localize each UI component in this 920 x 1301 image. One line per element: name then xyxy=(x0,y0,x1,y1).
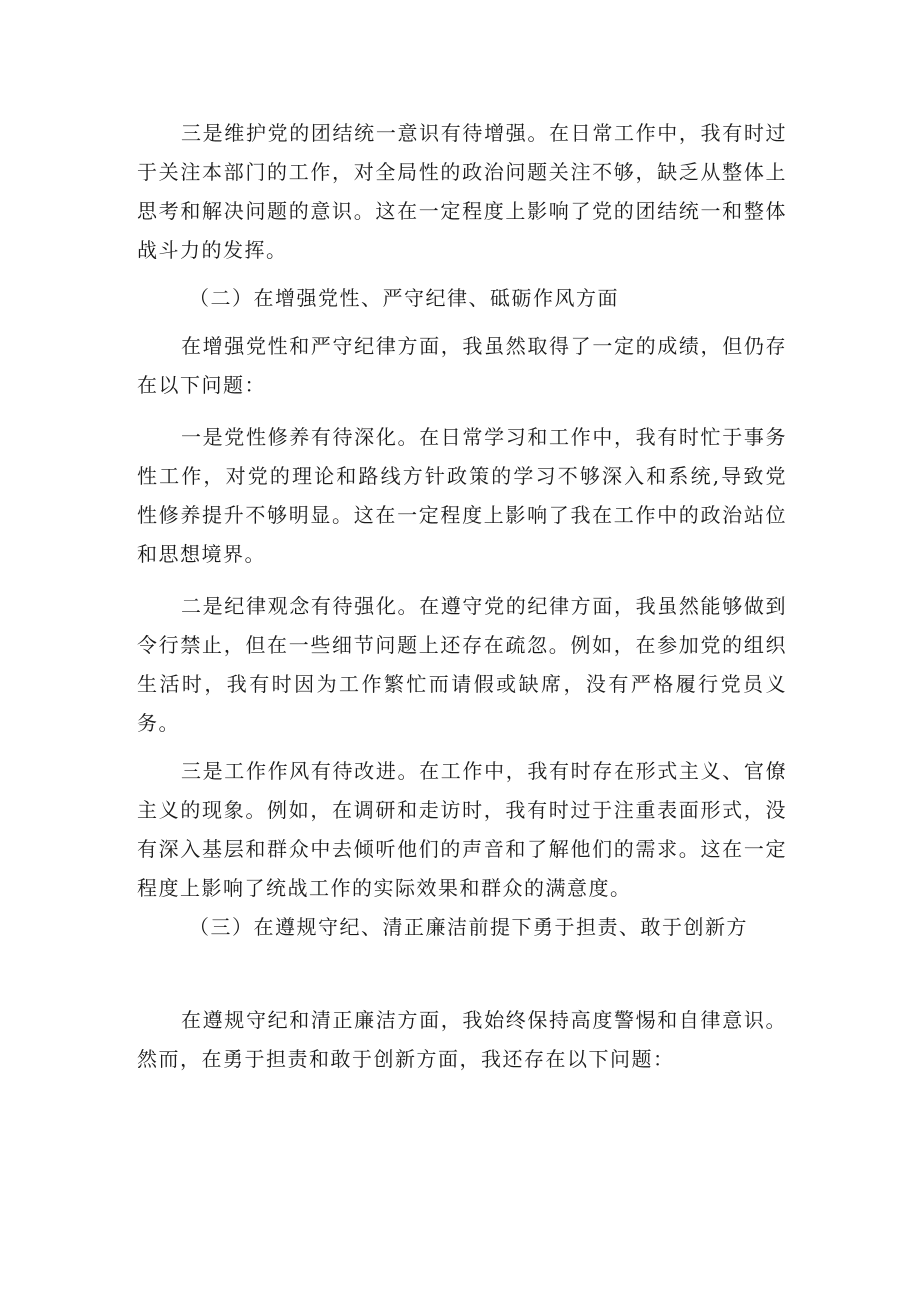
paragraph-work-style: 三是工作作风有待改进。在工作中，我有时存在形式主义、官僚主义的现象。例如，在调研和走访时，我有时过于注重表面形式，没有深入基层和群众中去倾听他们的声音和了解他们的需求。这在一定程度上影响了统战工作的实际效果和群众的满意度。 xyxy=(137,759,787,900)
document-page xyxy=(137,114,787,1079)
paragraph-intro-3: 在遵规守纪和清正廉洁方面，我始终保持高度警惕和自律意识。然而，在勇于担责和敢于创新方面，我还存在以下问题： xyxy=(137,1008,787,1071)
section-heading-3: （三）在遵规守纪、清正廉洁前提下勇于担责、敢于创新方 xyxy=(189,915,748,939)
paragraph-party-spirit: 一是党性修养有待深化。在日常学习和工作中，我有时忙于事务性工作，对党的理论和路线方针政策的学习不够深入和系统,导致党性修养提升不够明显。这在一定程度上影响了我在工作中的政治站位和思想境界。 xyxy=(137,425,787,566)
paragraph-party-unity: 三是维护党的团结统一意识有待增强。在日常工作中，我有时过于关注本部门的工作，对全局性的政治问题关注不够，缺乏从整体上思考和解决问题的意识。这在一定程度上影响了党的团结统一和整体战斗力的发挥。 xyxy=(137,121,787,262)
section-heading-2: （二）在增强党性、严守纪律、砥砺作风方面 xyxy=(189,286,619,310)
paragraph-discipline: 二是纪律观念有待强化。在遵守党的纪律方面，我虽然能够做到令行禁止，但在一些细节问题上还存在疏忽。例如，在参加党的组织生活时，我有时因为工作繁忙而请假或缺席，没有严格履行党员义务。 xyxy=(137,594,787,735)
paragraph-intro-2: 在增强党性和严守纪律方面，我虽然取得了一定的成绩，但仍存在以下问题： xyxy=(137,334,787,397)
